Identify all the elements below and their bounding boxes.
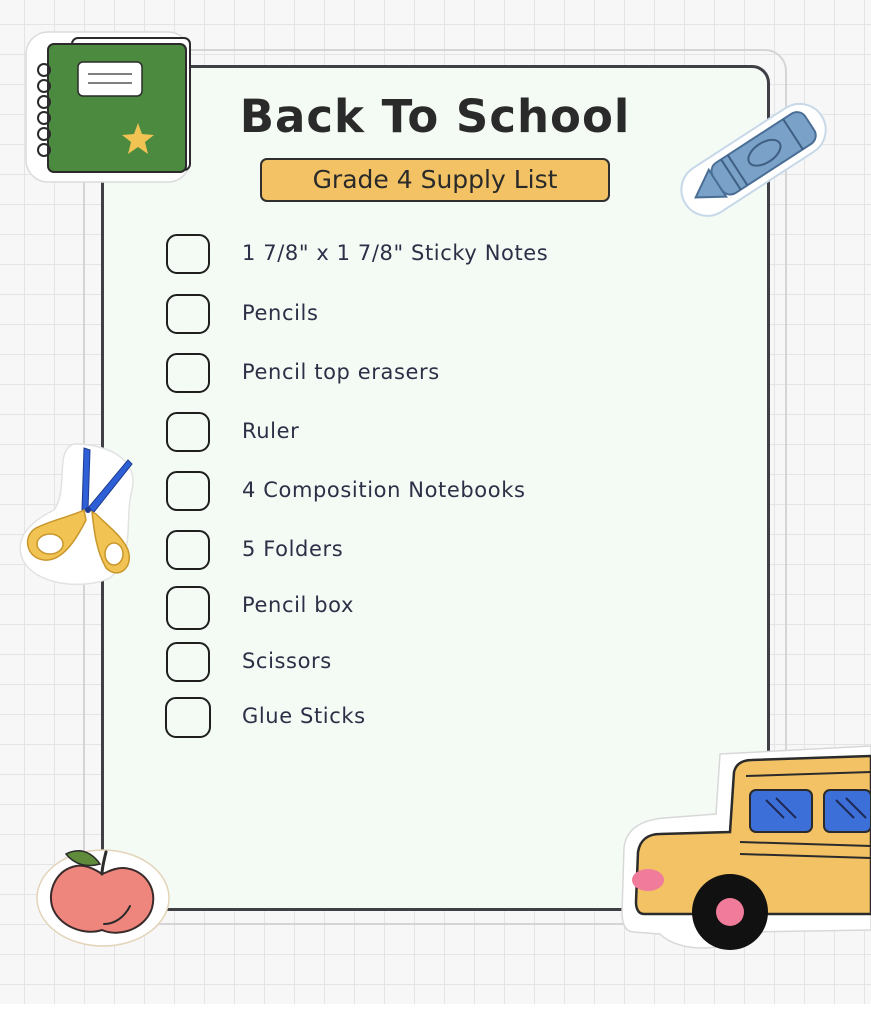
checkbox[interactable] xyxy=(165,697,211,738)
item-label: Pencil top erasers xyxy=(242,360,440,384)
item-label: Ruler xyxy=(242,419,300,443)
page-title: Back To School xyxy=(239,90,631,143)
item-label: 1 7/8" x 1 7/8" Sticky Notes xyxy=(242,241,549,265)
checkbox[interactable] xyxy=(166,294,210,334)
checkbox[interactable] xyxy=(166,412,210,452)
scissors-icon xyxy=(14,440,140,586)
checkbox[interactable] xyxy=(166,530,210,570)
item-label: Pencil box xyxy=(242,593,354,617)
bottom-strip xyxy=(0,1004,871,1024)
school-bus-icon xyxy=(620,742,871,956)
list-item xyxy=(166,697,646,741)
item-label: 5 Folders xyxy=(242,537,344,561)
list-item xyxy=(166,353,646,397)
list-item xyxy=(166,412,646,456)
item-label: Pencils xyxy=(242,301,319,325)
checkbox[interactable] xyxy=(166,471,210,511)
checkbox[interactable] xyxy=(166,642,210,682)
checkbox[interactable] xyxy=(166,586,210,630)
list-item xyxy=(166,471,646,515)
checkbox[interactable] xyxy=(166,234,210,274)
list-item xyxy=(166,642,646,686)
notebook-icon xyxy=(20,28,198,188)
checkbox[interactable] xyxy=(166,353,210,393)
list-item xyxy=(166,586,646,630)
subtitle-badge: Grade 4 Supply List xyxy=(260,158,610,202)
list-item xyxy=(166,294,646,338)
apple-icon xyxy=(34,840,172,948)
list-item xyxy=(166,530,646,574)
item-label: Scissors xyxy=(242,649,332,673)
item-label: 4 Composition Notebooks xyxy=(242,478,526,502)
item-label: Glue Sticks xyxy=(242,704,366,728)
list-item xyxy=(166,234,646,278)
crayon-icon xyxy=(664,94,842,224)
